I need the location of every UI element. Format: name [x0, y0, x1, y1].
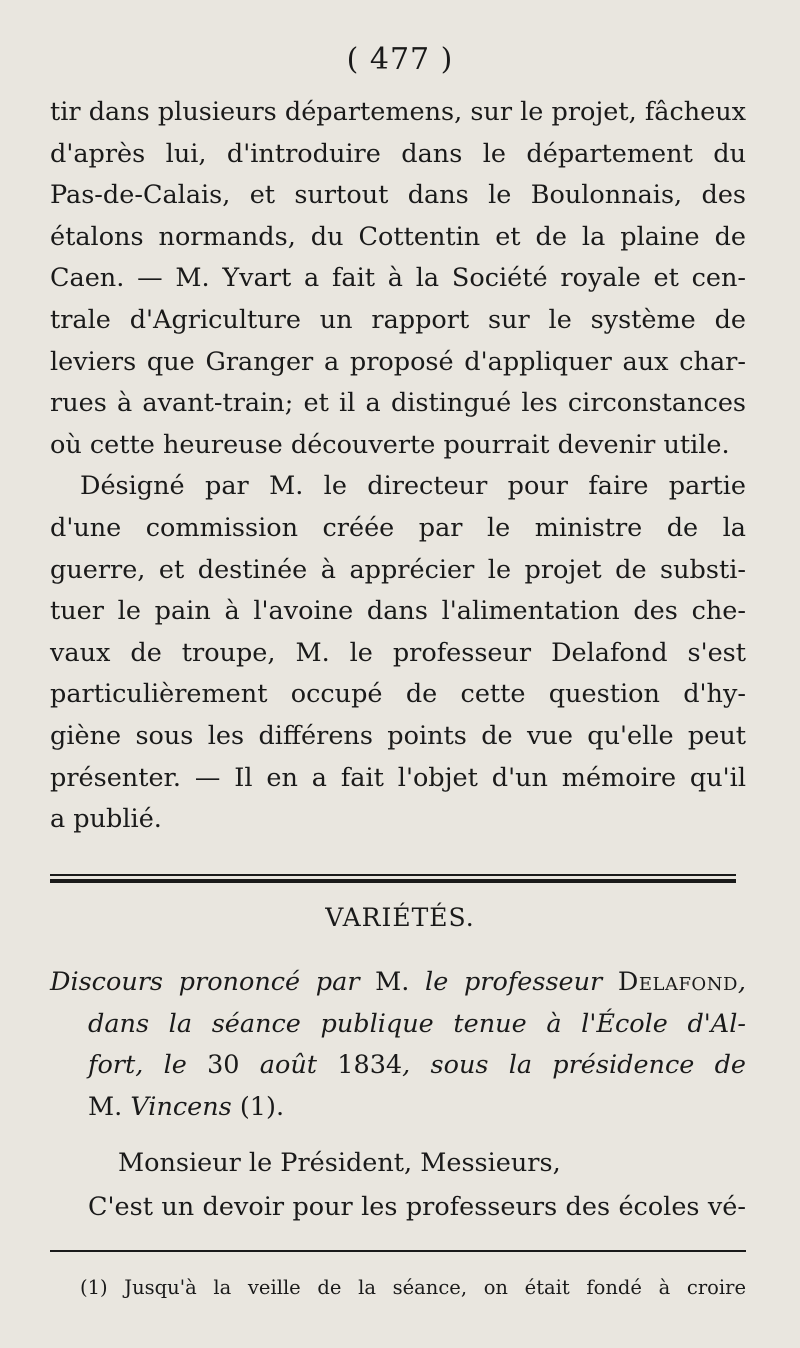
- text-run: M.: [375, 967, 410, 997]
- text-line: vaux de troupe, M. le professeur Delafond s'est: [50, 637, 746, 668]
- text-run: Discours prononcé par: [50, 967, 376, 997]
- footnote-ref: (1).: [239, 1091, 285, 1122]
- discours-line: [50, 962, 746, 1004]
- text-line: étalons normands, du Cottentin et de la plaine de: [50, 221, 746, 252]
- opening-line: C'est un devoir pour les professeurs des écoles vé-: [88, 1192, 746, 1222]
- text-line: a publié.: [50, 804, 162, 835]
- text-run: Vincens: [122, 1091, 240, 1122]
- body-paragraphs: [50, 92, 746, 841]
- text-line: d'après lui, d'introduire dans le département du: [50, 138, 746, 169]
- footnote: (1) Jusqu'à la veille de la séance, on était fondé à croire: [80, 1276, 746, 1299]
- text-line: d'une commission créée par le ministre de la: [50, 512, 746, 543]
- text-line: giène sous les différens points de vue qu'elle peut: [50, 720, 746, 751]
- discours-line: dans la séance publique tenue à l'École d'Al-: [88, 1008, 746, 1039]
- text-line: tir dans plusieurs départemens, sur le projet, fâcheux: [50, 97, 747, 127]
- text-line: Désigné par M. le directeur pour faire partie: [80, 471, 746, 502]
- text-run: M.: [88, 1091, 123, 1122]
- text-run: le professeur: [409, 967, 618, 997]
- text-line: rues à avant-train; et il a distingué les circonstances: [50, 388, 746, 419]
- text-run: ,: [737, 967, 746, 997]
- text-run: août: [239, 1050, 338, 1081]
- page-number: ( 477 ): [346, 42, 454, 77]
- text-line: guerre, et destinée à apprécier le projet de substi-: [50, 554, 746, 585]
- section-divider: [50, 874, 736, 883]
- footnote-divider: [50, 1250, 746, 1252]
- text-line: trale d'Agriculture un rapport sur le système de: [50, 304, 746, 335]
- text-run: 30: [207, 1050, 240, 1081]
- section-title: VARIÉTÉS.: [325, 903, 475, 932]
- text-line: où cette heureuse découverte pourrait devenir utile.: [50, 429, 730, 460]
- text-line: Caen. — M. Yvart a fait à la Société royale et cen-: [50, 263, 746, 294]
- discours-line: [50, 1045, 746, 1087]
- text-line: tuer le pain à l'avoine dans l'alimentation des che-: [50, 596, 746, 627]
- text-run: , sous la présidence de: [402, 1050, 747, 1081]
- text-line: présenter. — Il en a fait l'objet d'un mémoire qu'il: [50, 762, 746, 793]
- author-name: Delafond: [617, 967, 738, 997]
- discours-line: [50, 1087, 746, 1129]
- text-line: leviers que Granger a proposé d'appliquer aux char-: [50, 346, 746, 377]
- text-line: particulièrement occupé de cette question d'hy-: [50, 679, 746, 710]
- text-line: Pas-de-Calais, et surtout dans le Boulonnais, des: [50, 180, 746, 211]
- discours-heading: [50, 962, 746, 1128]
- text-run: fort, le: [88, 1050, 208, 1081]
- text-run: 1834: [337, 1050, 403, 1081]
- salutation: Monsieur le Président, Messieurs,: [118, 1148, 561, 1178]
